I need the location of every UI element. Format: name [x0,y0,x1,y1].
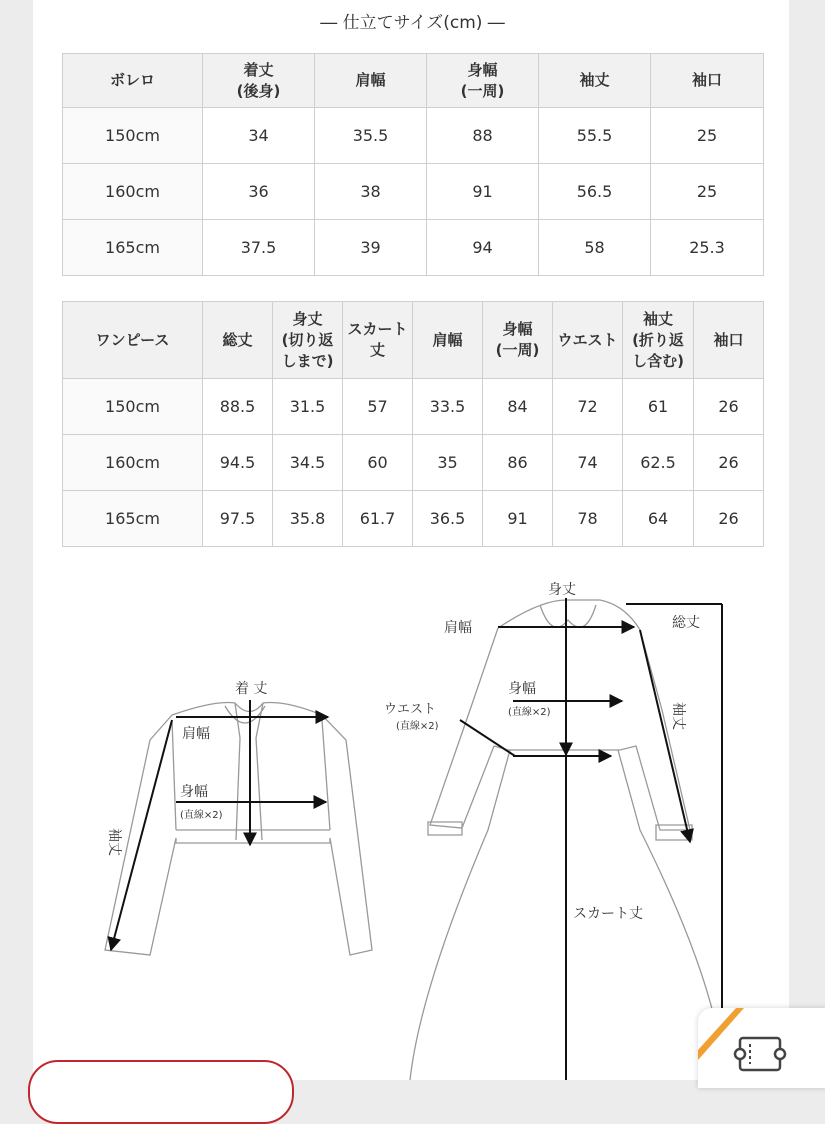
onepiece-skirt-label: スカート丈 [573,906,643,922]
table-cell: 36.5 [413,491,483,547]
size-label-cell: 165cm [63,491,203,547]
table-cell: 35.5 [315,108,427,164]
onepiece-size-table [62,301,764,547]
measurement-diagram [0,560,825,1080]
table-cell: 25 [651,164,764,220]
table-cell: 86 [483,435,553,491]
size-label-cell: 165cm [63,220,203,276]
header-cell: 総丈 [203,302,273,379]
size-label-cell: 150cm [63,379,203,435]
table-row [63,435,764,491]
bolero-chest-note: (直線×2) [180,810,223,821]
size-label-cell: 160cm [63,435,203,491]
table-cell: 78 [553,491,623,547]
ticket-icon [698,1008,825,1088]
bolero-size-table [62,53,764,276]
table-cell: 25.3 [651,220,764,276]
table-cell: 35 [413,435,483,491]
table-cell: 31.5 [273,379,343,435]
header-cell: 袖口 [694,302,764,379]
table-row [63,379,764,435]
bolero-chest-label: 身幅 [180,784,208,800]
bolero-shoulder-label: 肩幅 [182,726,210,742]
header-cell: 肩幅 [315,54,427,108]
table-cell: 33.5 [413,379,483,435]
table-cell: 88 [427,108,539,164]
header-cell: 袖丈 (折り返 し含む) [623,302,694,379]
header-cell: ボレロ [63,54,203,108]
header-cell: 着丈 (後身) [203,54,315,108]
header-cell: ワンピース [63,302,203,379]
table-cell: 26 [694,491,764,547]
header-cell: スカート 丈 [343,302,413,379]
size-label-cell: 160cm [63,164,203,220]
onepiece-sleeve-label: 袖丈 [670,702,686,730]
table-cell: 34 [203,108,315,164]
size-label-cell: 150cm [63,108,203,164]
table-cell: 36 [203,164,315,220]
bottom-action-button[interactable] [28,1060,294,1124]
header-cell: 身丈 (切り返 しまで) [273,302,343,379]
header-cell: 身幅 (一周) [427,54,539,108]
table-cell: 57 [343,379,413,435]
size-chart-title: ― 仕立てサイズ(cm) ― [320,13,505,33]
table-cell: 38 [315,164,427,220]
table-cell: 34.5 [273,435,343,491]
header-cell: 袖口 [651,54,764,108]
onepiece-body-length-label: 身丈 [548,582,576,598]
header-cell: ウエスト [553,302,623,379]
table-cell: 74 [553,435,623,491]
onepiece-shoulder-label: 肩幅 [444,620,472,636]
table-cell: 64 [623,491,694,547]
table-cell: 84 [483,379,553,435]
onepiece-chest-label: 身幅 [508,681,536,697]
table-cell: 25 [651,108,764,164]
table-cell: 60 [343,435,413,491]
table-cell: 97.5 [203,491,273,547]
table-cell: 61.7 [343,491,413,547]
table-cell: 26 [694,435,764,491]
header-cell: 肩幅 [413,302,483,379]
table-cell: 94 [427,220,539,276]
table-cell: 91 [427,164,539,220]
table-cell: 72 [553,379,623,435]
table-cell: 56.5 [539,164,651,220]
table-header-row [63,54,764,108]
onepiece-waist-note: (直線×2) [396,721,439,732]
header-cell: 袖丈 [539,54,651,108]
table-cell: 26 [694,379,764,435]
table-cell: 62.5 [623,435,694,491]
table-cell: 55.5 [539,108,651,164]
table-cell: 61 [623,379,694,435]
bolero-illustration [105,703,372,956]
table-cell: 91 [483,491,553,547]
table-cell: 37.5 [203,220,315,276]
table-cell: 88.5 [203,379,273,435]
floating-ticket-button[interactable] [698,1008,825,1088]
table-row [63,491,764,547]
header-cell: 身幅 (一周) [483,302,553,379]
table-cell: 58 [539,220,651,276]
table-row [63,108,764,164]
table-row [63,164,764,220]
table-cell: 94.5 [203,435,273,491]
bolero-length-label: 着 丈 [235,681,268,697]
table-header-row [63,302,764,379]
onepiece-total-length-label: 総丈 [672,615,700,631]
table-cell: 39 [315,220,427,276]
table-cell: 35.8 [273,491,343,547]
onepiece-chest-note: (直線×2) [508,707,551,718]
bolero-sleeve-label: 袖丈 [106,828,122,856]
onepiece-measure-arrows [460,598,722,1080]
table-row [63,220,764,276]
bolero-measure-arrows [111,700,328,950]
onepiece-waist-label: ウエスト [384,702,437,717]
